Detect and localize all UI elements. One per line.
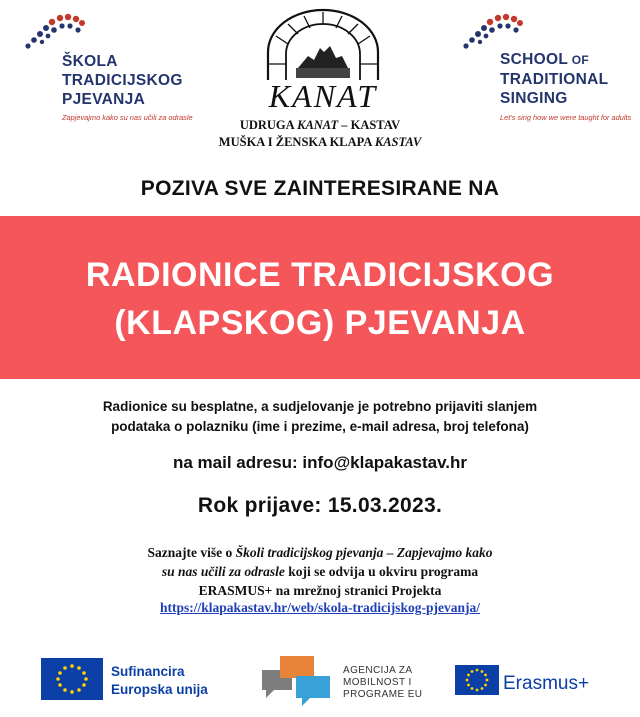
- more-text: Saznajte više o: [147, 545, 236, 560]
- eu-flag-icon: [41, 658, 103, 700]
- registration-info: [40, 397, 600, 437]
- more-line: [40, 543, 600, 562]
- logo-word: OF: [568, 53, 590, 67]
- school-logo-hr: [18, 12, 218, 122]
- singing-dots-icon: [460, 12, 540, 52]
- logo-line: PJEVANJA: [62, 91, 146, 108]
- school-logo-tagline: Let's sing how we were taught for adults: [500, 113, 632, 122]
- speech-bubbles-icon: [258, 652, 336, 708]
- school-logo-tagline: Zapjevajmo kako su nas učili za odrasle: [62, 113, 193, 122]
- school-logo-en: [460, 12, 640, 122]
- banner-title-line: RADIONICE TRADICIJSKOG: [85, 256, 555, 294]
- org-text: – KASTAV: [338, 118, 401, 132]
- org-text: MUŠKA I ŽENSKA KLAPA: [218, 135, 375, 149]
- logo-line: ŠKOLA: [62, 53, 118, 70]
- more-text: su nas učili za odrasle: [161, 564, 285, 579]
- logo-line: SINGING: [500, 90, 568, 107]
- project-link[interactable]: https://klapakastav.hr/web/skola-tradicijskog-pjevanja/: [160, 600, 480, 615]
- logo-line: TRADICIJSKOG: [62, 72, 183, 89]
- logo-word: SCHOOL: [500, 51, 569, 68]
- choir-line: [180, 134, 460, 151]
- more-text: Školi tradicijskog pjevanja – Zapjevajmo kako: [235, 545, 493, 560]
- eu-cofunded-text: [111, 663, 208, 699]
- more-line: [40, 562, 600, 581]
- org-text: KASTAV: [374, 135, 422, 149]
- org-text: KANAT: [297, 118, 339, 132]
- org-text: UDRUGA: [239, 118, 298, 132]
- erasmus-logo-text: Erasmus+: [503, 673, 590, 694]
- singing-dots-icon: [18, 12, 98, 52]
- more-info: [40, 543, 600, 600]
- invite-heading: POZIVA SVE ZAINTERESIRANE NA: [140, 177, 500, 200]
- school-logo-title: [500, 50, 608, 108]
- deadline: Rok prijave: 15.03.2023.: [197, 494, 443, 517]
- stone-arch-icon: [258, 6, 388, 82]
- more-text: koji se odvija u okviru programa: [284, 564, 479, 579]
- kanat-logo: [258, 6, 388, 114]
- info-line: podataka o polazniku (ime i prezime, e-mail adresa, broj telefona): [111, 419, 529, 434]
- logo-line: [500, 50, 608, 70]
- school-logo-title: [62, 52, 183, 109]
- agency-line: PROGRAME EU: [343, 689, 423, 700]
- workshop-banner: [0, 216, 640, 379]
- eu-text-line: Europska unija: [111, 682, 208, 697]
- kanat-name: KANAT: [268, 78, 378, 114]
- mail-address: na mail adresu: info@klapakastav.hr: [172, 453, 468, 472]
- more-line: ERASMUS+ na mrežnoj stranici Projekta: [198, 583, 442, 598]
- agency-line: MOBILNOST I: [343, 677, 412, 688]
- eu-flag-icon: [455, 665, 499, 695]
- agency-line: AGENCIJA ZA: [343, 665, 413, 676]
- banner-title-line: (KLAPSKOG) PJEVANJA: [114, 304, 526, 342]
- eu-text-line: Sufinancira: [111, 664, 185, 679]
- organisation-line: [180, 117, 460, 134]
- logo-line: TRADITIONAL: [500, 71, 609, 88]
- info-line: Radionice su besplatne, a sudjelovanje je potrebno prijaviti slanjem: [102, 399, 538, 414]
- agency-name: [343, 665, 422, 701]
